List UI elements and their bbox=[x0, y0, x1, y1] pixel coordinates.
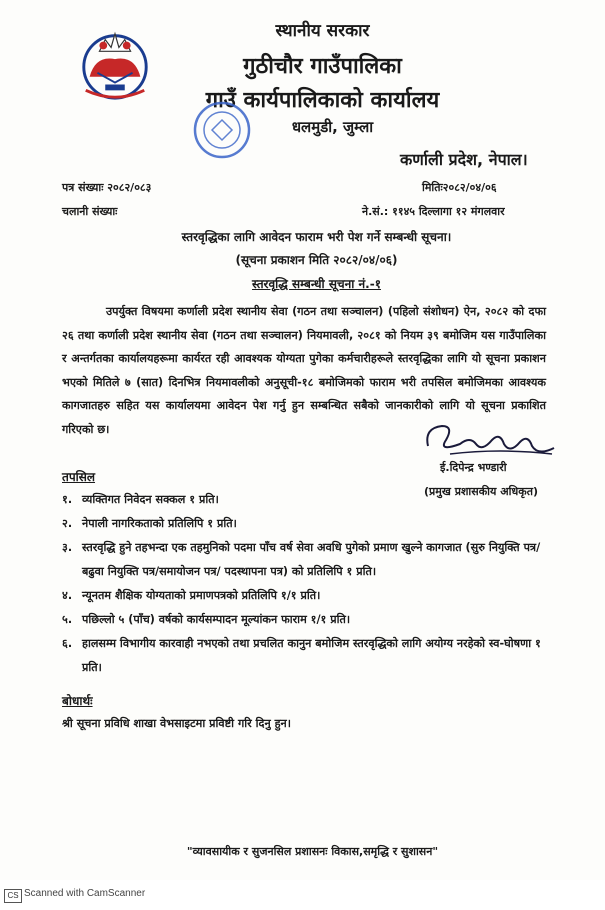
notice-publish-date: (सूचना प्रकाशन मिति २०८२/०४/०६) bbox=[235, 253, 398, 267]
signer-title: (प्रमुख प्रशासकीय अधिकृत) bbox=[424, 485, 538, 498]
header-local-government: स्थानीय सरकार bbox=[275, 21, 370, 41]
notice-subject: स्तरवृद्धिका लागि आवेदन फाराम भरी पेश गर्ने सम्बन्धी सूचना। bbox=[181, 230, 452, 244]
bodhartha-text: श्री सूचना प्रविधि शाखा वेभसाइटमा प्रविष्टी गरि दिनु हुन। bbox=[62, 717, 291, 730]
tapasil-heading: तपसिल bbox=[62, 470, 96, 484]
office-motto: "व्यावसायीक र सुजनसिल प्रशासनः विकास,समृद्धि र सुशासन" bbox=[186, 845, 439, 858]
header-office-name: गाउँ कार्यपालिकाको कार्यालय bbox=[205, 88, 440, 113]
header-province: कर्णाली प्रदेश, नेपाल। bbox=[400, 150, 528, 169]
header-municipality-name: गुठीचौर गाउँपालिका bbox=[243, 54, 402, 79]
bodhartha-heading: बोधार्थः bbox=[62, 694, 93, 708]
list-item: ४. न्यूनतम शैक्षिक योग्यताको प्रमाणपत्रको प्रतिलिपि १/१ प्रति। bbox=[62, 589, 321, 602]
notice-body-text: उपर्युक्त विषयमा कर्णाली प्रदेश स्थानीय सेवा (गठन तथा सञ्चालन) (पहिलो संशोधन) ऐन, २०८२ को दफा २६ तथा कर्णाली प्रदेश स्थानीय सेवा (गठन तथा सञ्चालन) नियमावली, २०८१ को नियम ३९ बमोजिम यस गाउँपालिका र अन्तर्गतका कार्यालयहरूमा कार्यरत रही आवश्यक योग्यता पुगेका कर्मचारीहरूले स्तरवृद्धिका लागि यो सूचना प्रकाशन भएको मितिले ७ (सात) दिनभित्र नियमावलीको अनुसूची-१८ बमोजिमको फाराम भरी तपसिल बमोजिमका आवश्यक कागजातहरु सहित यस कार्यालयमा आवेदन पेश गर्नु हुन सम्बन्धित सबैको जानकारीको लागि यो सूचना प्रकाशित गरिएको छ। bbox=[62, 305, 546, 436]
list-item: १. व्यक्तिगत निवेदन सक्कल १ प्रति। bbox=[62, 493, 219, 506]
notice-number: स्तरवृद्धि सम्बन्धी सूचना नं.-१ bbox=[252, 277, 381, 291]
nepal-sambat-date: ने.सं.: ११४५ दिल्लागा १२ मंगलवार bbox=[362, 205, 505, 218]
tapasil-list bbox=[62, 488, 546, 680]
signer-name: ई.दिपेन्द्र भण्डारी bbox=[440, 461, 507, 474]
camscanner-logo-icon: CS bbox=[4, 889, 22, 903]
list-item: ६. हालसम्म विभागीय कारवाही नभएको तथा प्रचलित कानुन बमोजिम स्तरवृद्धिको लागि अयोग्य नरहेको स्व-घोषणा १ प्रति। bbox=[62, 637, 541, 674]
letter-number: पत्र संख्याः २०८२/०८३ bbox=[62, 181, 152, 194]
header-address: धलमुडी, जुम्ला bbox=[291, 118, 374, 136]
dispatch-number: चलानी संख्याः bbox=[62, 205, 118, 218]
camscanner-label: Scanned with CamScanner bbox=[24, 888, 146, 899]
list-item: २. नेपाली नागरिकताको प्रतिलिपि १ प्रति। bbox=[62, 517, 237, 530]
list-item: ३. स्तरवृद्धि हुने तहभन्दा एक तहमुनिको पदमा पाँच वर्ष सेवा अवधि पुगेको प्रमाण खुल्ने कागजात (सुरु नियुक्ति पत्र/बढुवा नियुक्ति पत्र/समायोजन पत्र/ पदस्थापना पत्र) को प्रतिलिपि १ प्रति। bbox=[62, 541, 541, 578]
signature-icon bbox=[420, 418, 560, 462]
list-item: ५. पछिल्लो ५ (पाँच) वर्षको कार्यसम्पादन मूल्यांकन फाराम १/१ प्रति। bbox=[62, 613, 351, 626]
letter-date: मितिः२०८२/०४/०६ bbox=[422, 181, 497, 194]
